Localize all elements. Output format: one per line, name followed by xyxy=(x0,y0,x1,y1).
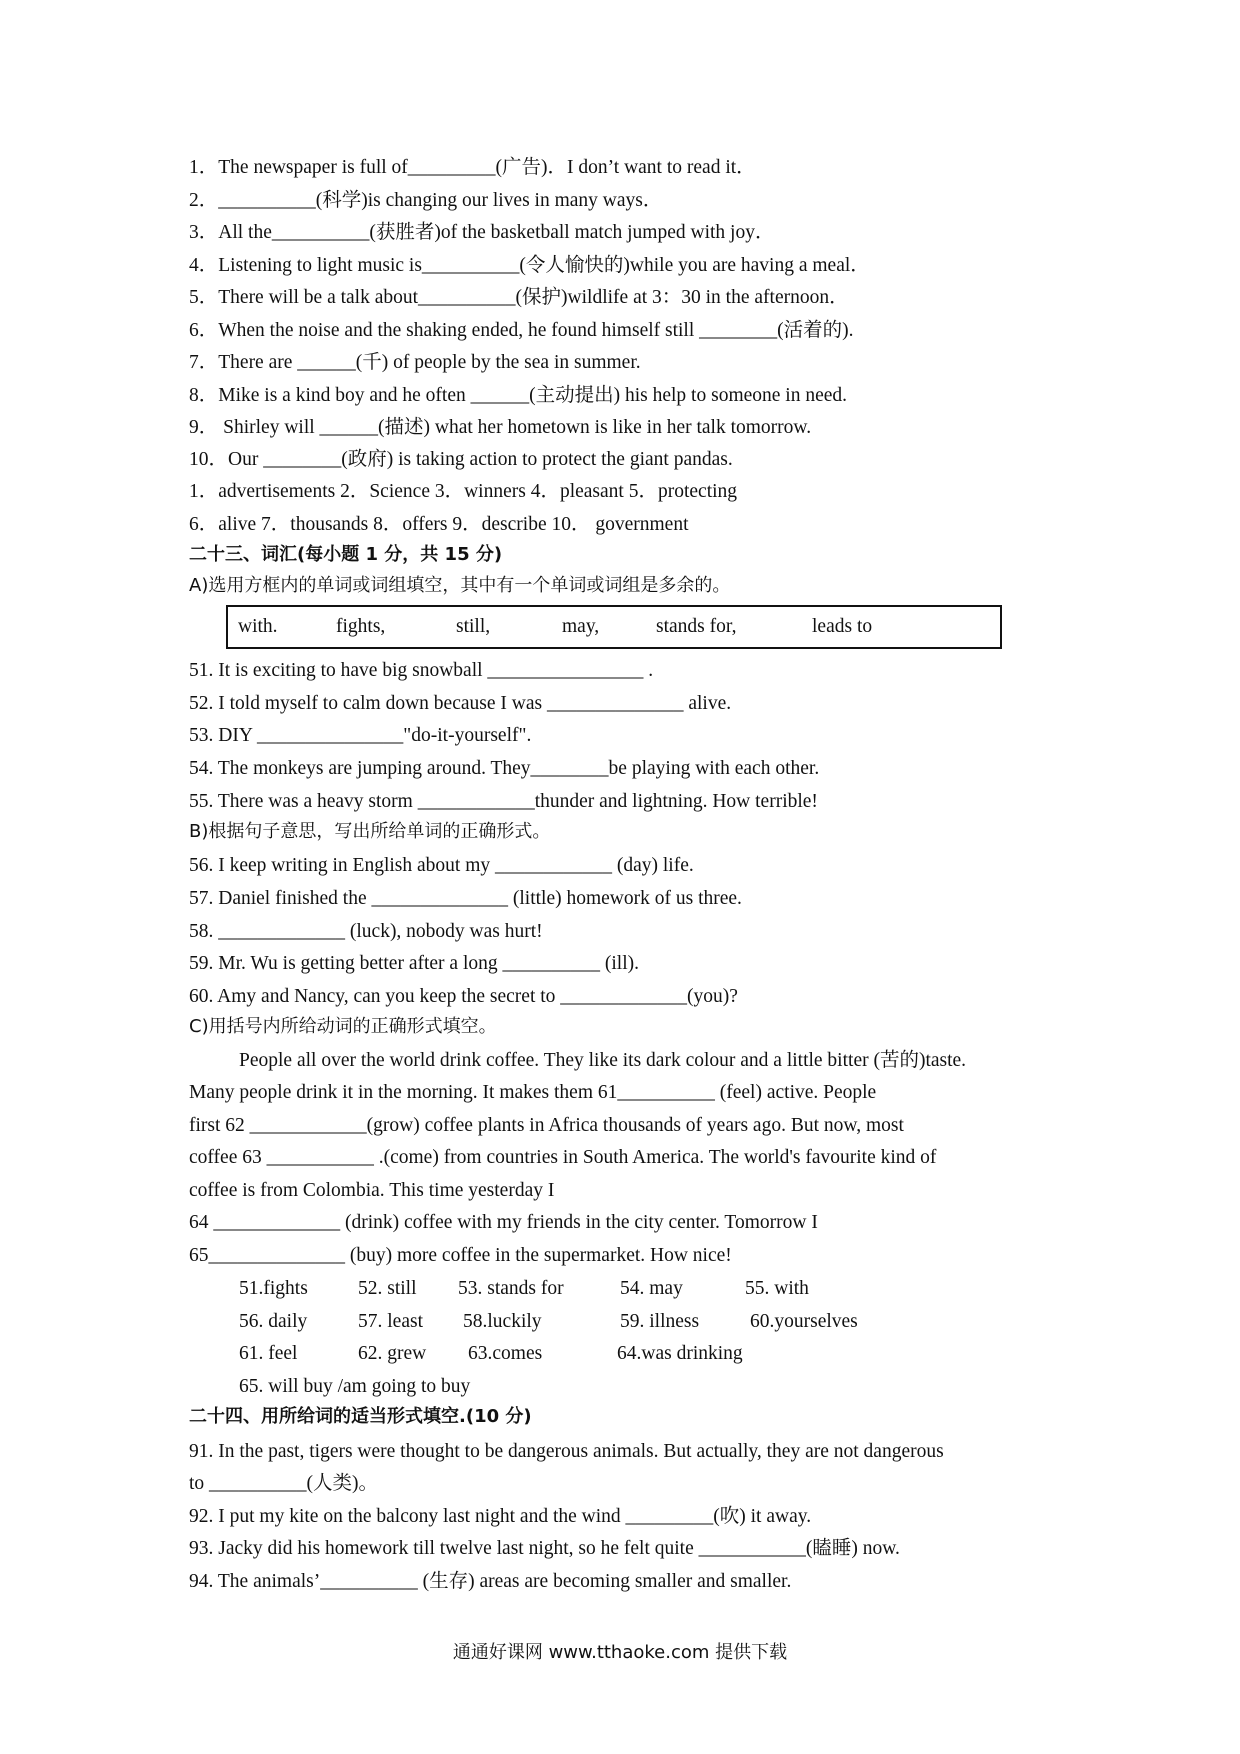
answer-item: 52. still xyxy=(358,1278,417,1299)
part-b-question: 60. Amy and Nancy, can you keep the secret to _____________(you)? xyxy=(189,986,738,1007)
part-a-instruction: A)选用方框内的单词或词组填空，其中有一个单词或词组是多余的。 xyxy=(189,575,731,596)
section-title: 二十四、用所给词的适当形式填空.(10 分) xyxy=(189,1406,532,1427)
box-word: may, xyxy=(562,616,600,637)
part-b-question: 57. Daniel finished the ______________ (little) homework of us three. xyxy=(189,888,742,909)
vocab-answer-line: 6．alive 7．thousands 8．offers 9．describe 10． government xyxy=(189,514,689,535)
section24-line: 93. Jacky did his homework till twelve last night, so he felt quite ___________(瞌睡) now. xyxy=(189,1538,900,1559)
answer-item: 63.comes xyxy=(468,1343,543,1364)
section24-line: to __________(人类)。 xyxy=(189,1473,379,1494)
part-b-instruction: B)根据句子意思，写出所给单词的正确形式。 xyxy=(189,821,551,842)
part-b-question: 56. I keep writing in English about my ____________ (day) life. xyxy=(189,855,694,876)
part-a-question: 51. It is exciting to have big snowball ________________ . xyxy=(189,660,654,681)
part-a-question: 55. There was a heavy storm ____________thunder and lightning. How terrible! xyxy=(189,791,818,812)
box-word: still, xyxy=(456,616,491,637)
box-word: stands for, xyxy=(656,616,737,637)
answer-item: 64.was drinking xyxy=(617,1343,743,1364)
passage-line: first 62 ____________(grow) coffee plants in Africa thousands of years ago. But now, most xyxy=(189,1115,904,1136)
vocab-question: 8．Mike is a kind boy and he often ______(主动提出) his help to someone in need. xyxy=(189,385,848,406)
passage-line: 64 _____________ (drink) coffee with my friends in the city center. Tomorrow I xyxy=(189,1212,818,1233)
vocab-question: 9． Shirley will ______(描述) what her hometown is like in her talk tomorrow. xyxy=(189,417,812,438)
vocab-question: 6．When the noise and the shaking ended, he found himself still ________(活着的). xyxy=(189,320,854,341)
vocab-question: 4．Listening to light music is__________(令人愉快的)while you are having a meal． xyxy=(189,255,870,276)
answer-item: 51.fights xyxy=(239,1278,308,1299)
vocab-question: 7．There are ______(千) of people by the sea in summer. xyxy=(189,352,641,373)
part-b-question: 59. Mr. Wu is getting better after a long __________ (ill). xyxy=(189,953,639,974)
page-footer: 通通好课网 www.tthaoke.com 提供下载 xyxy=(452,1642,788,1663)
vocab-question: 5．There will be a talk about__________(保护)wildlife at 3：30 in the afternoon． xyxy=(189,287,849,308)
answer-item: 60.yourselves xyxy=(750,1311,858,1332)
vocab-question: 1．The newspaper is full of_________(广告)．I don’t want to read it． xyxy=(189,157,756,178)
passage-line: 65______________ (buy) more coffee in the supermarket. How nice! xyxy=(189,1245,732,1266)
section24-line: 91. In the past, tigers were thought to be dangerous animals. But actually, they are not dangerous xyxy=(189,1441,944,1462)
box-word: leads to xyxy=(812,616,873,637)
box-word: with. xyxy=(238,616,278,637)
word-box xyxy=(226,605,1002,649)
answer-item: 62. grew xyxy=(358,1343,427,1364)
vocab-question: 2．__________(科学)is changing our lives in many ways． xyxy=(189,190,663,211)
section-title: 二十三、词汇(每小题 1 分，共 15 分) xyxy=(189,544,503,565)
answer-item: 58.luckily xyxy=(463,1311,542,1332)
vocab-question: 3．All the__________(获胜者)of the basketball match jumped with joy． xyxy=(189,222,775,243)
part-c-instruction: C)用括号内所给动词的正确形式填空。 xyxy=(189,1016,497,1037)
vocab-question: 10．Our ________(政府) is taking action to protect the giant pandas. xyxy=(189,449,733,470)
passage-line: Many people drink it in the morning. It makes them 61__________ (feel) active. People xyxy=(189,1082,877,1103)
answer-item: 65. will buy /am going to buy xyxy=(239,1376,471,1397)
section24-line: 94. The animals’__________ (生存) areas are becoming smaller and smaller. xyxy=(189,1571,792,1592)
part-a-question: 53. DIY _______________"do-it-yourself". xyxy=(189,725,532,746)
section24-line: 92. I put my kite on the balcony last night and the wind _________(吹) it away. xyxy=(189,1506,812,1527)
part-a-question: 52. I told myself to calm down because I was ______________ alive. xyxy=(189,693,732,714)
box-word: fights, xyxy=(336,616,386,637)
passage-line: People all over the world drink coffee. They like its dark colour and a little bitter (苦的)taste. xyxy=(239,1050,967,1071)
part-a-question: 54. The monkeys are jumping around. They________be playing with each other. xyxy=(189,758,820,779)
answer-item: 54. may xyxy=(620,1278,683,1299)
answer-item: 55. with xyxy=(745,1278,809,1299)
answer-item: 61. feel xyxy=(239,1343,298,1364)
part-b-question: 58. _____________ (luck), nobody was hurt! xyxy=(189,921,543,942)
answer-item: 57. least xyxy=(358,1311,423,1332)
passage-line: coffee 63 ___________ .(come) from countries in South America. The world's favourite kind of xyxy=(189,1147,937,1168)
answer-item: 53. stands for xyxy=(458,1278,564,1299)
answer-item: 59. illness xyxy=(620,1311,700,1332)
vocab-answer-line: 1．advertisements 2．Science 3．winners 4．pleasant 5．protecting xyxy=(189,481,738,502)
passage-line: coffee is from Colombia. This time yesterday I xyxy=(189,1180,555,1201)
answer-item: 56. daily xyxy=(239,1311,308,1332)
